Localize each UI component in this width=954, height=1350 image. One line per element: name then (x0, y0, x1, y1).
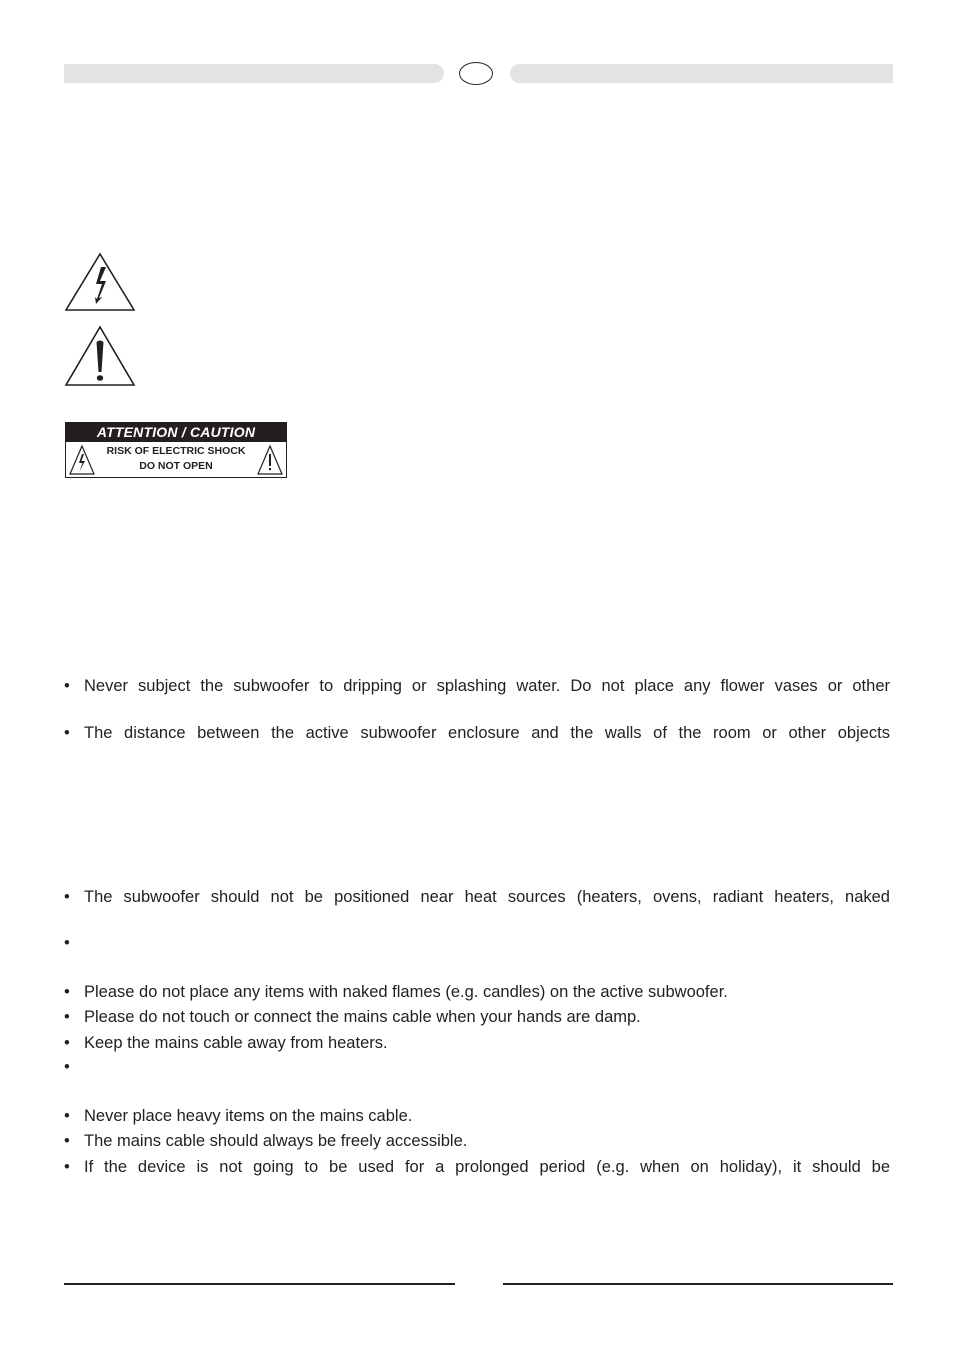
list-item: • Never place heavy items on the mains cable. (64, 1107, 413, 1125)
caution-lightning-icon (69, 445, 95, 475)
list-item: • The mains cable should always be freely accessible. (64, 1132, 468, 1150)
list-item: • Please do not touch or connect the mains cable when your hands are damp. (64, 1008, 641, 1026)
caution-label (65, 422, 287, 478)
caution-label-line2: DO NOT OPEN (139, 460, 213, 472)
header-bar-left (64, 64, 444, 83)
caution-label-title: ATTENTION / CAUTION (66, 423, 286, 442)
language-badge (459, 62, 493, 85)
list-item: • The distance between the active subwoofer enclosure and the walls of the room or other objects (64, 724, 890, 742)
list-item: • If the device is not going to be used for a prolonged period (e.g. when on holiday), it should be (64, 1158, 890, 1176)
list-item: • Keep the mains cable away from heaters. (64, 1034, 388, 1052)
lightning-warning-icon (64, 252, 136, 312)
caution-label-line1: RISK OF ELECTRIC SHOCK (106, 445, 246, 457)
footer-rule-right (503, 1283, 893, 1285)
list-item: • Please do not place any items with naked flames (e.g. candles) on the active subwoofer. (64, 983, 728, 1001)
list-item: • Never subject the subwoofer to dripping or splashing water. Do not place any flower vases or other (64, 677, 890, 695)
exclamation-warning-icon (64, 325, 136, 387)
header-bar-right (510, 64, 893, 83)
caution-exclamation-icon (257, 445, 283, 475)
footer-rule-left (64, 1283, 455, 1285)
list-item: • The subwoofer should not be positioned near heat sources (heaters, ovens, radiant heaters, naked (64, 888, 890, 906)
